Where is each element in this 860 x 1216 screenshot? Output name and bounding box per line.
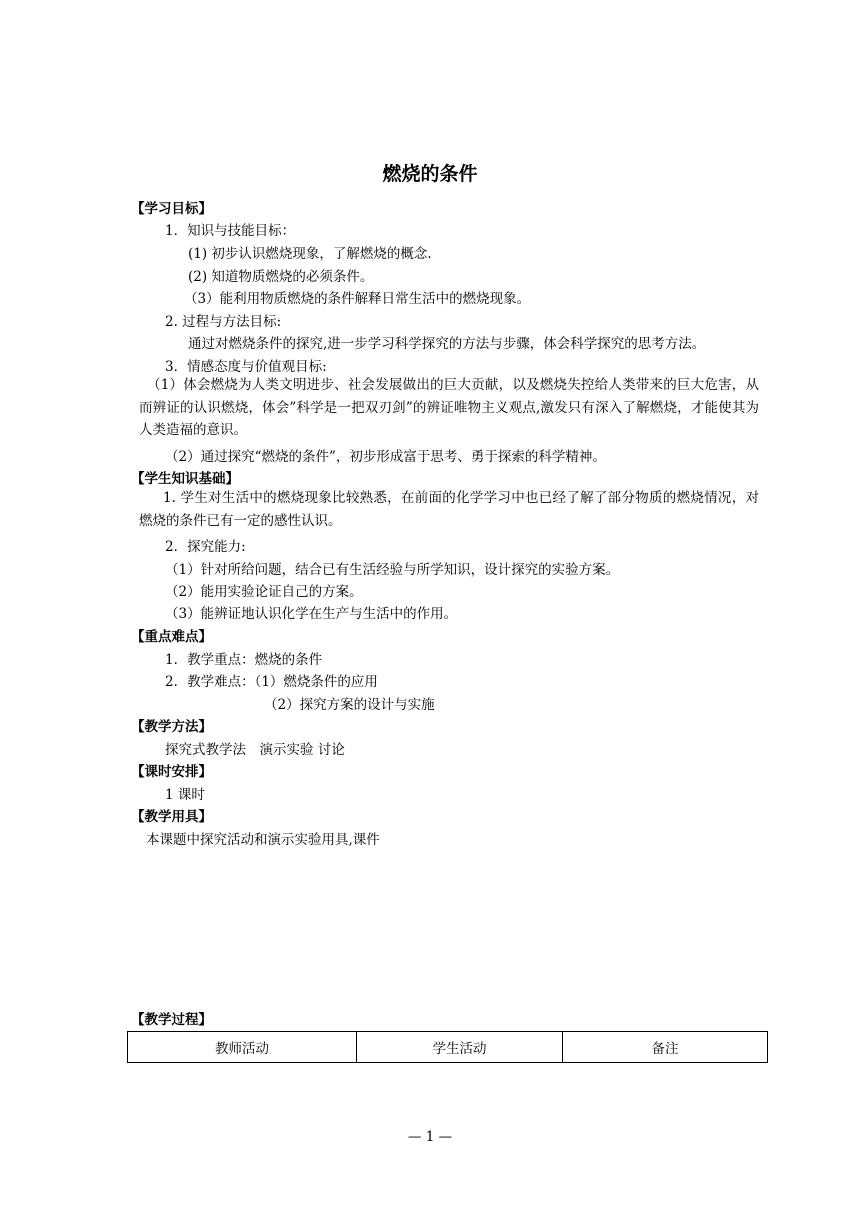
knowledge-item: (2) 知道物质燃烧的必须条件。 xyxy=(188,269,374,285)
knowledge-item: (1) 初步认识燃烧现象，了解燃烧的概念. xyxy=(188,246,432,262)
ability-item: （1）针对所给问题，结合已有生活经验与所学知识，设计探究的实验方案。 xyxy=(165,562,620,578)
table-header-row xyxy=(128,1032,768,1063)
objectives-heading: 【学习目标】 xyxy=(131,201,212,217)
process-heading: 【教学过程】 xyxy=(131,1012,212,1028)
teaching-process-table xyxy=(127,1031,768,1063)
attitude-label: 3．情感态度与价值观目标: xyxy=(165,359,327,375)
ability-item: （2）能用实验论证自己的方案。 xyxy=(165,584,363,600)
tools-text: 本课题中探究活动和演示实验用具,课件 xyxy=(146,832,380,848)
methods-text: 探究式教学法 演示实验 讨论 xyxy=(165,742,345,758)
attitude-item-1: （1）体会燃烧为人类文明进步、社会发展做出的巨大贡献，以及燃烧失控给人类带来的巨大危害，从而辨证的认识燃烧，体会”科学是一把双刃剑”的辨证唯物主义观点,激发只有深入了解燃烧，才能使其为人类造福的意识。 xyxy=(139,377,759,439)
page-number: — 1 — xyxy=(407,1129,453,1145)
teaching-difficulty: 2．教学难点：（1）燃烧条件的应用 xyxy=(165,674,378,690)
basis-heading: 【学生知识基础】 xyxy=(131,471,239,487)
ability-label: 2．探究能力: xyxy=(165,539,246,555)
process-text: 通过对燃烧条件的探究,进一步学习科学探究的方法与步骤，体会科学探究的思考方法。 xyxy=(188,336,706,352)
methods-heading: 【教学方法】 xyxy=(131,719,212,735)
schedule-heading: 【课时安排】 xyxy=(131,764,212,780)
column-header-teacher: 教师活动 xyxy=(128,1032,357,1063)
schedule-text: 1 课时 xyxy=(165,787,205,803)
process-label: 2. 过程与方法目标: xyxy=(165,314,282,330)
basis-item-1: 1. 学生对生活中的燃烧现象比较熟悉，在前面的化学学习中也已经了解了部分物质的燃烧情况，对燃烧的条件已有一定的感性认识。 xyxy=(139,490,759,529)
teaching-difficulty-2: （2）探究方案的设计与实施 xyxy=(264,697,435,713)
attitude-item-2: （2）通过探究“燃烧的条件”，初步形成富于思考、勇于探索的科学精神。 xyxy=(165,449,606,465)
key-points-heading: 【重点难点】 xyxy=(131,629,212,645)
column-header-notes: 备注 xyxy=(563,1032,768,1063)
knowledge-item: （3）能利用物质燃烧的条件解释日常生活中的燃烧现象。 xyxy=(184,291,531,307)
tools-heading: 【教学用具】 xyxy=(131,809,212,825)
ability-item: （3）能辨证地认识化学在生产与生活中的作用。 xyxy=(165,606,458,622)
knowledge-label: 1．知识与技能目标： xyxy=(165,223,296,239)
column-header-student: 学生活动 xyxy=(357,1032,563,1063)
page-title: 燃烧的条件 xyxy=(382,163,478,185)
teaching-focus: 1．教学重点：燃烧的条件 xyxy=(165,652,323,668)
